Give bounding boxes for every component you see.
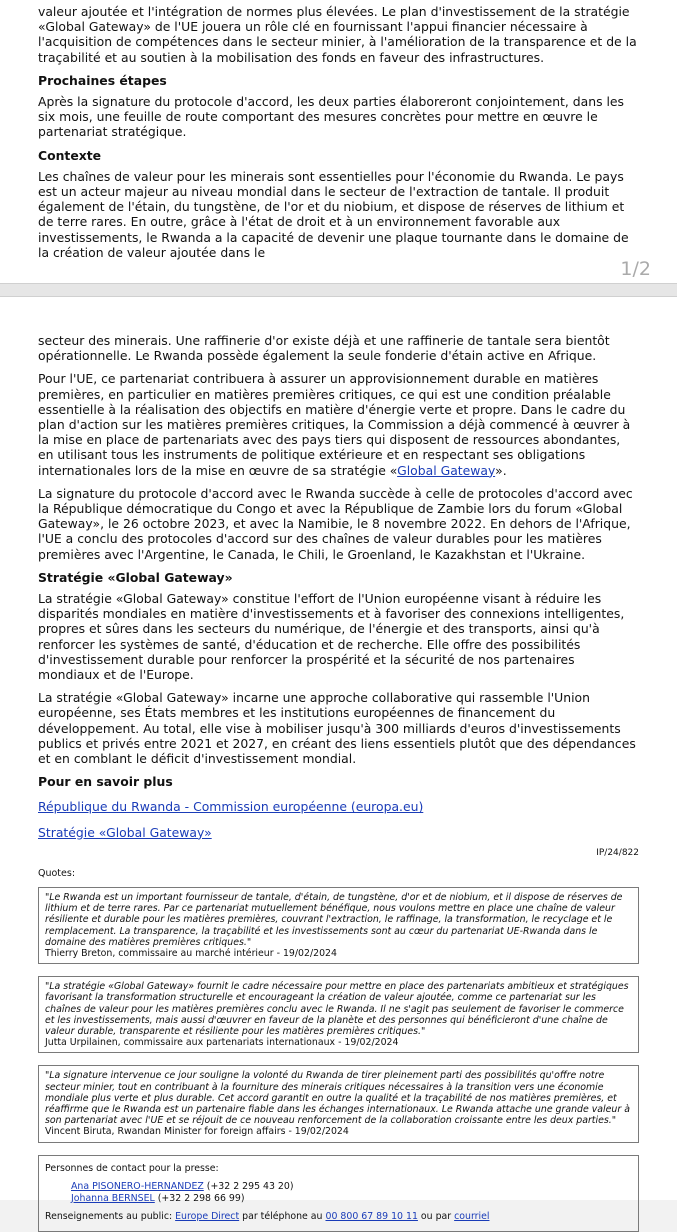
global-gateway-link[interactable]: Global Gateway	[397, 462, 496, 478]
public-info-line	[45, 1211, 632, 1223]
public-info-prefix: Renseignements au public:	[45, 1210, 173, 1222]
quote-box	[38, 887, 639, 964]
quote-text: "Le Rwanda est un important fournisseur de tantale, d'étain, de tungstène, d'or et de niobium, et il dispose de réserves de lithium et de terre rares. Par ce partenariat mutuellement bénéfique, nous voulons mettre en place une chaîne de valeur résiliente et durable pour les matières premières, couvrant l'extraction, le raffinage, la transformation, le recyclage et le remplacement. La transparence, la traçabilité et les investissements sont au cœur du partenariat UE-Rwanda dans le domaine des matières premières critiques."	[45, 891, 623, 948]
heading-context: Contexte	[38, 147, 102, 163]
contact-person	[45, 1193, 632, 1205]
paragraph-global-gateway-2: La stratégie «Global Gateway» incarne une approche collaborative qui rassemble l'Union européenne, ses États membres et les institutions européennes de financement du développement. Au total, elle vise à mobiliser jusqu'à 300 milliards d'euros d'investissements publics et privés entre 2021 et 2027, en créant des liens essentiels plutôt que des dépendances et en comblant le déficit d'investissement mondial.	[38, 690, 636, 767]
contact-name-link[interactable]: Johanna BERNSEL	[71, 1192, 155, 1204]
contact-name-link[interactable]: Ana PISONERO-HERNANDEZ	[71, 1180, 204, 1192]
quote-box	[38, 1065, 639, 1142]
heading-next-steps: Prochaines étapes	[38, 72, 167, 88]
quote-text: "La stratégie «Global Gateway» fournit le cadre nécessaire pour mettre en place des partenariats ambitieux et stratégiques favorisant la transformation structurelle et encourageant la création de valeur ajoutée, comme ce partenariat sur les chaînes de valeur pour les matières premières conclu avec le Rwanda. Il ne s'agit pas seulement de favoriser le commerce et les investissements, mais aussi d'œuvrer en faveur de la planète et des personnes qui bénéficieront d'une chaîne de valeur durable, transparente et résiliente pour les matières premières critiques."	[45, 981, 629, 1037]
link-row-rwanda	[38, 799, 639, 814]
paragraph-signature: La signature du protocole d'accord avec le Rwanda succède à celle de protocoles d'accord avec la République démocratique du Congo et avec la République de Zambie lors du forum «Global Gateway», le 26 octobre 2023, et avec la Namibie, le 8 novembre 2022. En dehors de l'Afrique, l'UE a conclu des protocoles d'accord sur des chaînes de valeur durables pour les matières premières avec l'Argentine, le Canada, le Chili, le Groenland, le Kazakhstan et l'Ukraine.	[38, 485, 633, 562]
heading-global-gateway: Stratégie «Global Gateway»	[38, 569, 233, 585]
paragraph-eu-partnership	[38, 371, 639, 477]
quote-box	[38, 976, 639, 1053]
link-row-global-gateway	[38, 825, 639, 840]
quote-text: "La signature intervenue ce jour souligne la volonté du Rwanda de tirer pleinement parti des possibilités qu'offre notre secteur minier, tout en contribuant à la fourniture des minerais critiques nécessaires à la transition vers une économie mondiale plus verte et plus durable. Cet accord garantit en outre la qualité et la traçabilité de nos matières premières, et réaffirme que le Rwanda est un partenaire fiable dans les échanges internationaux. Le Rwanda attache une grande valeur à son partenariat avec l'UE et se réjouit de ce nouveau renforcement de la collaboration croissante entre les deux parties."	[45, 1070, 630, 1127]
rwanda-commission-link[interactable]: République du Rwanda - Commission européenne (europa.eu)	[38, 799, 424, 815]
europe-direct-phone-link[interactable]: 00 800 67 89 10 11	[325, 1210, 418, 1222]
europe-direct-link[interactable]: Europe Direct	[175, 1210, 240, 1222]
page-separator	[0, 283, 677, 297]
paragraph-global-gateway-1: La stratégie «Global Gateway» constitue l'effort de l'Union européenne visant à réduire les disparités mondiales en matière d'investissements et à favoriser des connexions intelligentes, propres et sûres dans les secteurs du numérique, de l'énergie et des transports, ainsi qu'à renforcer les systèmes de santé, d'éducation et de recherche. Elle offre des possibilités d'investissement durable pour renforcer la prospérité et la sécurité de nos partenaires mondiaux et de l'Europe.	[38, 591, 625, 683]
paragraph-eu-end: ».	[495, 462, 507, 478]
paragraph-context-continued: secteur des minerais. Une raffinerie d'or existe déjà et une raffinerie de tantale sera bientôt opérationnelle. Le Rwanda possède également la seule fonderie d'étain active en Afrique.	[38, 333, 610, 364]
quote-author: Thierry Breton, commissaire au marché intérieur - 19/02/2024	[45, 947, 337, 959]
email-link[interactable]: courriel	[454, 1210, 490, 1222]
paragraph-context: Les chaînes de valeur pour les minerais sont essentielles pour l'économie du Rwanda. Le pays est un acteur majeur au niveau mondial dans le secteur de l'extraction de tantale. Il produit également de l'étain, du tungstène, de l'or et du niobium, et dispose de réserves de lithium et de terre rares. En outre, grâce à l'état de droit et à un environnement favorable aux investissements, le Rwanda a la capacité de devenir une plaque tournante dans le domaine de la création de valeur ajoutée dans le	[38, 168, 629, 260]
public-info-phone-text: par téléphone au	[242, 1210, 323, 1222]
pdf-page-1	[0, 0, 677, 283]
heading-learn-more: Pour en savoir plus	[38, 774, 173, 790]
contacts-label: Personnes de contact pour la presse:	[45, 1162, 219, 1174]
quotes-label: Quotes:	[38, 867, 76, 879]
quote-author: Jutta Urpilainen, commissaire aux partenariats internationaux - 19/02/2024	[45, 1037, 399, 1049]
paragraph-next-steps: Après la signature du protocole d'accord, les deux parties élaboreront conjointement, dans les six mois, une feuille de route comportant des mesures concrètes pour mettre en œuvre le partenariat stratégique.	[38, 94, 625, 140]
press-release-reference: IP/24/822	[596, 847, 639, 858]
press-contacts-box	[38, 1155, 639, 1232]
quote-author: Vincent Biruta, Rwandan Minister for foreign affairs - 19/02/2024	[45, 1126, 349, 1138]
page-number-indicator: 1/2	[620, 258, 651, 280]
pdf-page-2	[0, 297, 677, 1222]
contact-person	[45, 1181, 632, 1193]
contact-phone: (+32 2 298 66 99)	[157, 1192, 245, 1204]
contact-phone: (+32 2 295 43 20)	[206, 1180, 294, 1192]
paragraph-eu-text: Pour l'UE, ce partenariat contribuera à assurer un approvisionnement durable en matières premières, en particulier en matières premières critiques, ce qui est une condition préalable essentielle à la réalisation des objectifs en matière d'énergie verte et propre. Dans le cadre du plan d'action sur les matières premières critiques, la Commission a déjà commencé à œuvrer à la mise en place de partenariats avec des pays tiers qui disposent de ressources abondantes, en utilisant tous les instruments de politique extérieure et en respectant ses obligations internationales lors de la mise en œuvre de sa stratégie «	[38, 371, 631, 478]
public-info-or: ou par	[420, 1210, 452, 1222]
paragraph-intro: valeur ajoutée et l'intégration de normes plus élevées. Le plan d'investissement de la stratégie «Global Gateway» de l'UE jouera un rôle clé en fournissant l'appui financier nécessaire à l'acquisition de compétences dans le secteur minier, à l'amélioration de la transparence et de la traçabilité et au soutien à la mobilisation des fonds en faveur des infrastructures.	[38, 4, 637, 65]
global-gateway-strategy-link[interactable]: Stratégie «Global Gateway»	[38, 824, 212, 840]
